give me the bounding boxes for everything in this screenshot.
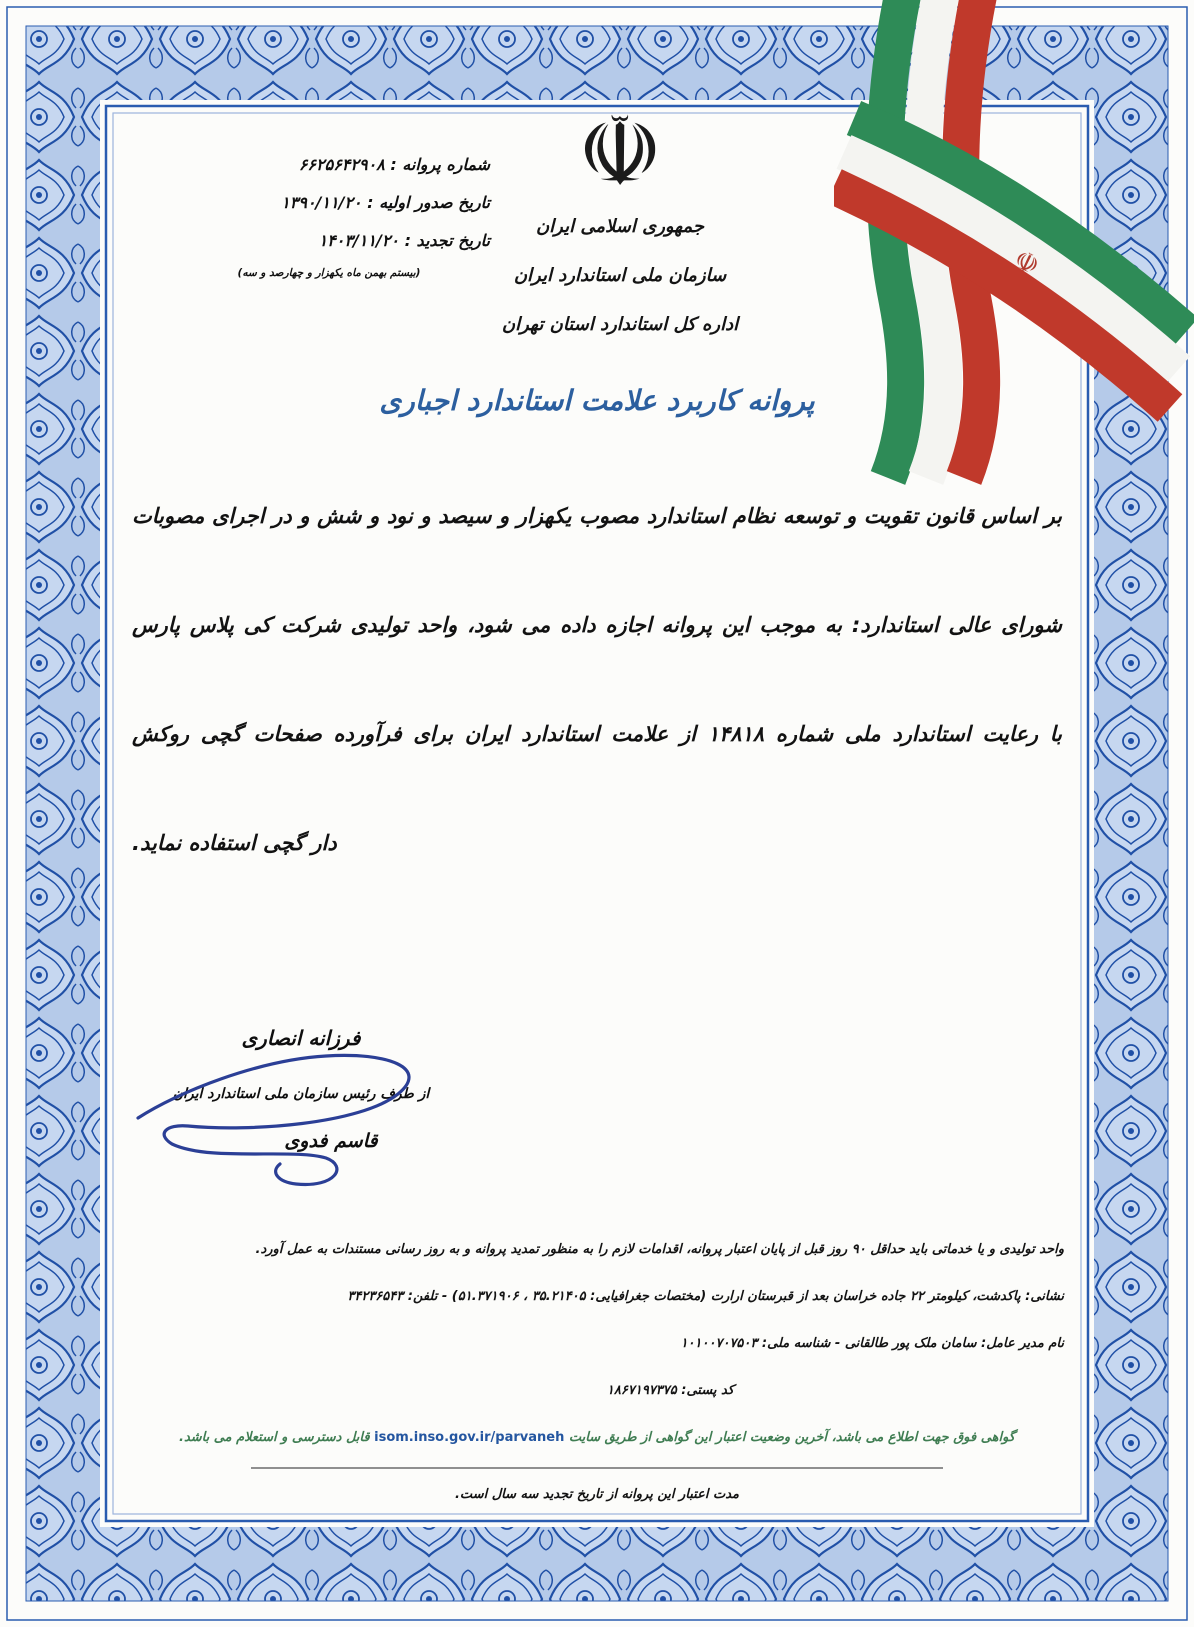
country-name: جمهوری اسلامی ایران [535,215,705,237]
body-line: بر اساس قانون تقویت و توسعه نظام استاندارد مصوب یکهزار و سیصد و نود و شش و در اجرای مصوبات [132,504,1062,528]
postal-code-line: کد پستی: ۱۸۶۷۱۹۷۳۷۵ [606,1383,734,1398]
iran-emblem-icon: ☫ [576,96,664,208]
on-behalf-line: از طرف رئیس سازمان ملی استاندارد ایران [172,1086,430,1102]
validity-note-suffix: قابل دسترسی و استعلام می باشد. [179,1430,375,1445]
body-line: شورای عالی استاندارد: به موجب این پروانه اجازه داده می شود، واحد تولیدی شرکت کی پلاس پارس [132,613,1062,637]
office-name: اداره کل استاندارد استان تهران [501,313,739,335]
duration-line: مدت اعتبار این پروانه از تاریخ تجدید سه سال است. [454,1487,739,1502]
iran-flag-ribbon [834,0,1194,500]
footer-divider [251,1467,943,1469]
certificate-title: پروانه کاربرد علامت استاندارد اجباری [379,384,815,417]
renewal-date-line: تاریخ تجدید : ۱۴۰۳/۱۱/۲۰ [318,231,490,250]
certificate-body [132,468,1062,904]
signer-name: قاسم فدوی [284,1130,378,1152]
validity-note-prefix: گواهی فوق جهت اطلاع می باشد، آخرین وضعیت اعتبار این گواهی از طریق سایت [564,1430,1015,1445]
license-number-line: شماره پروانه : ۶۶۲۵۶۴۲۹۰۸ [298,155,490,174]
signature-scribble [130,1040,476,1200]
body-line: دار گچی استفاده نماید. [132,831,337,855]
footer-block [130,1226,1064,1518]
address-line: نشانی: پاکدشت، کیلومتر ۲۲ جاده خراسان بعد از قبرستان ارارت (مختصات جغرافیایی: ۳۵.۲۱۴۰۵ ، ۵۱.۳۷۱۹۰۶) - تلفن: ۳۴۲۳۶۵۴۳ [347,1289,1064,1304]
organization-name: سازمان ملی استاندارد ایران [513,264,727,286]
ceo-line: نام مدیر عامل: سامان ملک پور طالقانی - شناسه ملی: ۱۰۱۰۰۷۰۷۵۰۳ [680,1336,1064,1351]
renewal-notice-line: واحد تولیدی و یا خدماتی باید حداقل ۹۰ روز قبل از پایان اعتبار پروانه، اقدامات لازم را به منظور تمدید پروانه و به روز رسانی مستندات به عمل آورد. [255,1242,1064,1257]
validity-note-line [130,1414,1064,1461]
flag-emblem-icon: ☫ [1008,244,1045,283]
renewal-date-in-words: (بیستم بهمن ماه یکهزار و چهارصد و سه) [237,267,421,279]
validity-url: isom.inso.gov.ir/parvaneh [374,1430,565,1445]
header-center-block [448,96,792,349]
signature-block [142,1026,460,1152]
first-issue-date-line: تاریخ صدور اولیه : ۱۳۹۰/۱۱/۲۰ [281,193,490,212]
license-meta-block [168,146,490,286]
body-line: با رعایت استاندارد ملی شماره ۱۴۸۱۸ از علامت استاندارد ایران برای فرآورده صفحات گچی روکش [132,722,1062,746]
issuer-name: فرزانه انصاری [241,1026,361,1050]
